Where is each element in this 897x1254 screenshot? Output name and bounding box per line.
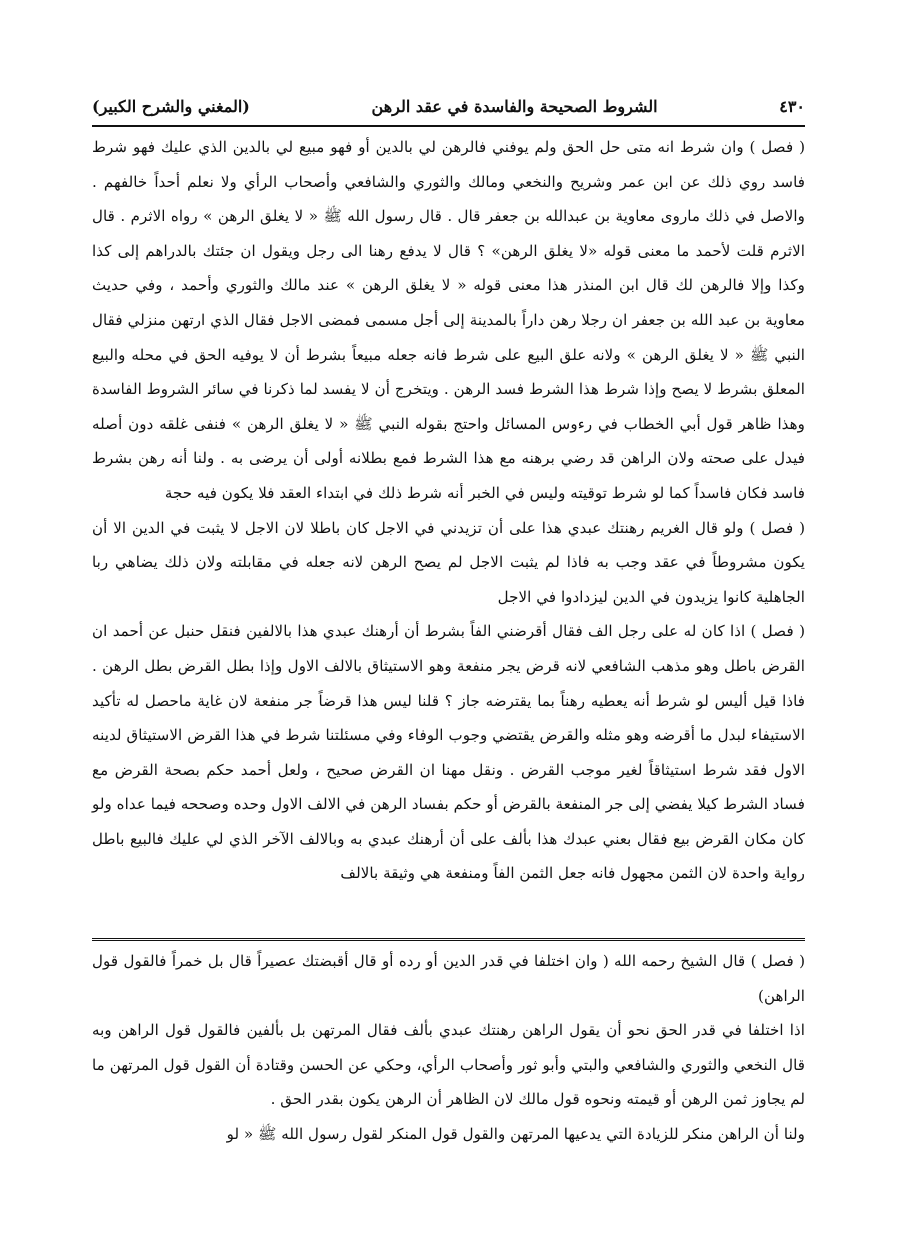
section-divider: [92, 938, 805, 941]
paragraph: ( فصل ) اذا كان له على رجل الف فقال أقرضني الفاً بشرط أن أرهنك عبدي هذا بالالفين فنقل حنبل عن أحمد ان القرض باطل وهو مذهب الشافعي لانه قرض يجر منفعة وهو الاستيثاق بالالف الاول وإذا بطل القرض بطل الرهن . فاذا قيل أليس لو شرط أنه يعطيه رهناً بما يقترضه جاز ؟ قلنا ليس هذا قرضاً جر منفعة لان غاية ماحصل له تأكيد الاستيفاء لبدل ما أقرضه وهو مثله والقرض يقتضي وجوب الوفاء وفي مسئلتنا شرط في هذا القرض الاستيثاق لدينه الاول فقد شرط استيثاقاً لغير موجب القرض . ونقل مهنا ان القرض صحيح ، ولعل أحمد حكم بصحة القرض مع فساد الشرط كيلا يفضي إلى جر المنفعة بالقرض أو حكم بفساد الرهن في الالف الاول وحده وصححه فيما عداه ولو كان مكان القرض بيع فقال بعني عبدك هذا بألف على أن أرهنك عبدي به وبالالف الآخر الذي لي عليك فالبيع باطل رواية واحدة لان الثمن مجهول فانه جعل الثمن الفاً ومنفعة هي وثيقة بالالف: [92, 622, 805, 883]
book-title: (المغني والشرح الكبير): [92, 96, 250, 116]
commentary-text: [92, 130, 805, 891]
page-number: ٤٣٠: [779, 96, 805, 116]
paragraph: ( فصل ) ولو قال الغريم رهنتك عبدي هذا على أن تزيدني في الاجل كان باطلا لان الاجل لا يثبت في الدين الا أن يكون مشروطاً في عقد وجب به فاذا لم يثبت الاجل لم يصح الرهن لانه جعله في مقابلته ولان ذلك يضاهي ربا الجاهلية كانوا يزيدون في الدين ليزدادوا في الاجل: [92, 518, 805, 606]
paragraph: اذا اختلفا في قدر الحق نحو أن يقول الراهن رهنتك عبدي بألف فقال المرتهن بل بألفين فالقول قول الراهن وبه قال النخعي والثوري والشافعي والبتي وأبو ثور وأصحاب الرأي، وحكي عن الحسن وقتادة أن القول قول المرتهن ما لم يجاوز ثمن الرهن أو قيمته ونحوه قول مالك لان الظاهر أن الرهن يكون بقدر الحق .: [92, 1021, 805, 1109]
main-text: [92, 944, 805, 1152]
chapter-title: الشروط الصحيحة والفاسدة في عقد الرهن: [371, 96, 658, 116]
paragraph: ولنا أن الراهن منكر للزيادة التي يدعيها المرتهن والقول قول المنكر لقول رسول الله ﷺ « لو: [226, 1124, 805, 1143]
paragraph: ( فصل ) وان شرط انه متى حل الحق ولم يوفني فالرهن لي بالدين أو فهو مبيع لي بالدين الذي عليك فهو شرط فاسد روي ذلك عن ابن عمر وشريح والنخعي ومالك والثوري والشافعي وأصحاب الرأي ولا نعلم أحداً خالفهم . والاصل في ذلك ماروى معاوية بن عبدالله بن جعفر قال . قال رسول الله ﷺ « لا يغلق الرهن » رواه الاثرم . قال الاثرم قلت لأحمد ما معنى قوله «لا يغلق الرهن» ؟ قال لا يدفع رهنا الى رجل ويقول ان جئتك بالدراهم إلى كذا وكذا وإلا فالرهن لك قال ابن المنذر هذا معنى قوله « لا يغلق الرهن » عند مالك والثوري وأحمد ، وفي حديث معاوية بن عبد الله بن جعفر ان رجلا رهن داراً بالمدينة إلى أجل مسمى فمضى الاجل فقال الذي ارتهن منزلي فقال النبي ﷺ « لا يغلق الرهن » ولانه علق البيع على شرط فانه جعله مبيعاً بشرط أن لا يوفيه الحق في محله والبيع المعلق بشرط لا يصح وإذا شرط هذا الشرط فسد الرهن . ويتخرج أن لا يفسد لما ذكرنا في سائر الشروط الفاسدة وهذا ظاهر قول أبي الخطاب في رءوس المسائل واحتج بقوله النبي ﷺ « لا يغلق الرهن » فنفى غلقه دون أصله فيدل على صحته ولان الراهن قد رضي برهنه مع هذا الشرط فمع بطلانه أولى أن يرضى به . ولنا أنه رهن بشرط فاسد فكان فاسداً كما لو شرط توقيته وليس في الخبر أنه شرط ذلك في ابتداء العقد فلا يكون فيه حجة: [92, 138, 805, 502]
header-rule: [92, 125, 805, 127]
paragraph: ( فصل ) قال الشيخ رحمه الله ( وان اختلفا في قدر الدين أو رده أو قال أقبضتك عصيراً قال بل خمراً فالقول قول الراهن): [92, 952, 805, 1005]
page-header: [92, 90, 805, 122]
